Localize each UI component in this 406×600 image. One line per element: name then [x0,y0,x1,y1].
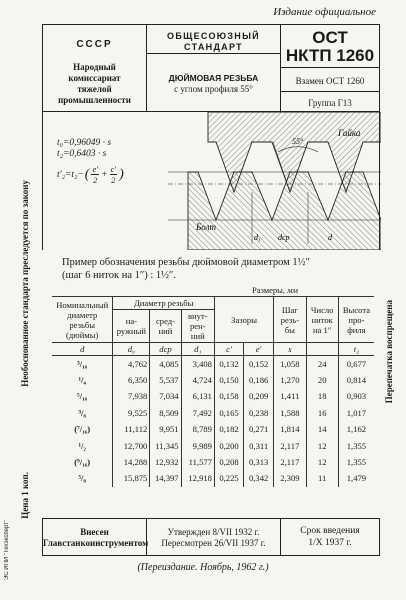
table-cell: 12,918 [181,470,214,486]
col-pitch: Шаг резь-бы [274,297,306,343]
col-outer: на-ружный [113,310,150,343]
title-column [147,25,281,111]
table-cell: 8,509 [150,405,181,421]
table-cell: 12 [306,437,338,453]
code-column [281,25,379,111]
thread-profile-drawing [168,112,381,250]
table-cell: ⁵/₁₆ [52,388,113,404]
table-cell: 0,208 [214,454,243,470]
table-cell: 1,162 [338,421,374,437]
official-edition-note: Издание официальное [273,6,376,18]
table-cell: (⁹/₁₆) [52,454,113,470]
formula-t0: t₀=0,96049 · s [57,138,112,148]
table-cell: ¹/₂ [52,437,113,453]
table-cell: 20 [306,372,338,388]
spec-rows [52,356,374,487]
table-cell: 0,903 [338,388,374,404]
table-cell: 24 [306,356,338,372]
table-row [52,405,374,421]
svg-text:55°: 55° [292,137,304,146]
table-cell: ⁵/₈ [52,470,113,486]
sym-mean: dcp [150,343,181,356]
col-diameter-group: Диаметр резьбы [113,297,215,310]
col-nominal: Номинальный диаметр резьбы (дюймы) [52,297,113,343]
sym-nominal: d [52,343,113,356]
publisher-note: ЭС ИПИ "Техэксперт" [4,520,10,581]
approved-cell: Утвержден 8/VII 1932 г. Пересмотрен 26/VII 1937 г. [147,519,281,555]
table-cell: 0,814 [338,372,374,388]
table-cell: 12,932 [150,454,181,470]
table-cell: 11,577 [181,454,214,470]
table-cell: 1,058 [274,356,306,372]
table-cell: 3,408 [181,356,214,372]
formula-t2: t₂=0,6403 · s [57,149,107,159]
table-cell: 0,209 [244,388,274,404]
issuer-column [43,25,147,111]
table-cell: 0,158 [214,388,243,404]
col-inner: внут-рен-ний [181,310,214,343]
table-cell: 6,350 [113,372,150,388]
table-cell: 18 [306,388,338,404]
table-cell: ¹/₄ [52,372,113,388]
standard-type: ОБЩЕСОЮЗНЫЙ СТАНДАРТ [167,31,260,52]
table-cell: 16 [306,405,338,421]
table-cell: 1,588 [274,405,306,421]
table-cell: 14,288 [113,454,150,470]
replaces-note: Взамен ОСТ 1260 [295,76,365,86]
table-cell: 6,131 [181,388,214,404]
formula-t2-prime: t′₂=t₂− ( e′ 2 + $\frac{c'}{2}$ ) [57,164,124,185]
col-height: Высота про-филя [338,297,374,343]
table-cell: 1,814 [274,421,306,437]
table-cell: 0,165 [214,405,243,421]
table-cell: 7,492 [181,405,214,421]
table-cell: 0,182 [214,421,243,437]
table-row [52,437,374,453]
table-cell: 1,017 [338,405,374,421]
group-note: Группа Г13 [308,98,352,108]
table-cell: 1,479 [338,470,374,486]
table-cell: 11,345 [150,437,181,453]
table-cell: 0,152 [244,356,274,372]
table-cell: 4,085 [150,356,181,372]
table-cell: 14 [306,421,338,437]
table-cell: 0,200 [214,437,243,453]
svg-text:d: d [328,233,332,242]
table-cell: 4,762 [113,356,150,372]
table-cell: ³/₈ [52,405,113,421]
effective-cell: Срок введения 1/X 1937 г. [300,526,360,548]
standard-code: ОСТ НКТП 1260 [285,28,375,65]
table-cell: 7,938 [113,388,150,404]
thread-figure [42,112,380,250]
standard-title: ДЮЙМОВАЯ РЕЗЬБА с углом профиля 55° [168,73,259,94]
submitted-cell: Внесен Главстанкоинструментом [43,519,147,555]
table-cell: 0,225 [214,470,243,486]
side-reprint-forbidden: Перепечатка воспрещена [384,300,394,404]
table-cell: ³/₁₆ [52,356,113,372]
sym-t: t₂ [338,343,374,356]
table-cell: 0,311 [244,437,274,453]
table-cell: 1,270 [274,372,306,388]
table-cell: 0,342 [244,470,274,486]
table-cell: 9,989 [181,437,214,453]
table-row [52,372,374,388]
price-note: Цена 1 коп. [20,472,30,519]
svg-text:Гайка: Гайка [338,128,361,138]
sym-inner: d₁ [181,343,214,356]
side-legal-note: Необоснованное стандарта преследуется по закону [20,180,30,387]
issuer: Народный комиссариат тяжелой промышленности [58,62,131,105]
table-cell: 1,355 [338,437,374,453]
sym-e: e′ [244,343,274,356]
table-cell: 0,150 [214,372,243,388]
table-cell: 0,313 [244,454,274,470]
table-cell: 1,411 [274,388,306,404]
table-row [52,421,374,437]
table-cell: 2,117 [274,454,306,470]
svg-text:Болт: Болт [196,222,217,232]
col-threads: Число ниток на 1″ [306,297,338,343]
table-cell: 7,034 [150,388,181,404]
units-label: Размеры, мм [252,285,298,295]
table-cell: 12 [306,454,338,470]
sym-n [306,343,338,356]
table-cell: 11,112 [113,421,150,437]
col-gaps: Зазоры [214,297,273,343]
sym-outer: d₀ [113,343,150,356]
table-cell: 4,724 [181,372,214,388]
table-cell: 0,238 [244,405,274,421]
table-row [52,356,374,372]
standard-footer [42,518,380,556]
table-cell: 8,789 [181,421,214,437]
table-cell: 0,186 [244,372,274,388]
table-row [52,470,374,486]
table-cell: 14,397 [150,470,181,486]
table-cell: 0,271 [244,421,274,437]
col-mean: сред-ний [150,310,181,343]
table-row [52,454,374,470]
sym-c: c′ [214,343,243,356]
thread-spec-table [52,296,374,487]
table-cell: 12,700 [113,437,150,453]
table-cell: 11 [306,470,338,486]
table-cell: 2,309 [274,470,306,486]
table-cell: 2,117 [274,437,306,453]
table-cell: (⁷/₁₆) [52,421,113,437]
sym-s: s [274,343,306,356]
reprint-note: (Переиздание. Ноябрь, 1962 г.) [137,562,269,573]
table-cell: 9,525 [113,405,150,421]
table-cell: 9,951 [150,421,181,437]
svg-text:d₁: d₁ [254,233,261,242]
table-cell: 1,355 [338,454,374,470]
table-cell: 15,875 [113,470,150,486]
standard-header [42,24,380,112]
table-cell: 0,132 [214,356,243,372]
svg-text:dcp: dcp [278,233,290,242]
table-cell: 0,677 [338,356,374,372]
designation-example: Пример обозначения резьбы дюймовой диаметром 1½″ (шаг 6 ниток на 1″) : 1½″. [62,257,310,281]
table-cell: 5,537 [150,372,181,388]
table-row [52,388,374,404]
country: СССР [76,39,113,50]
